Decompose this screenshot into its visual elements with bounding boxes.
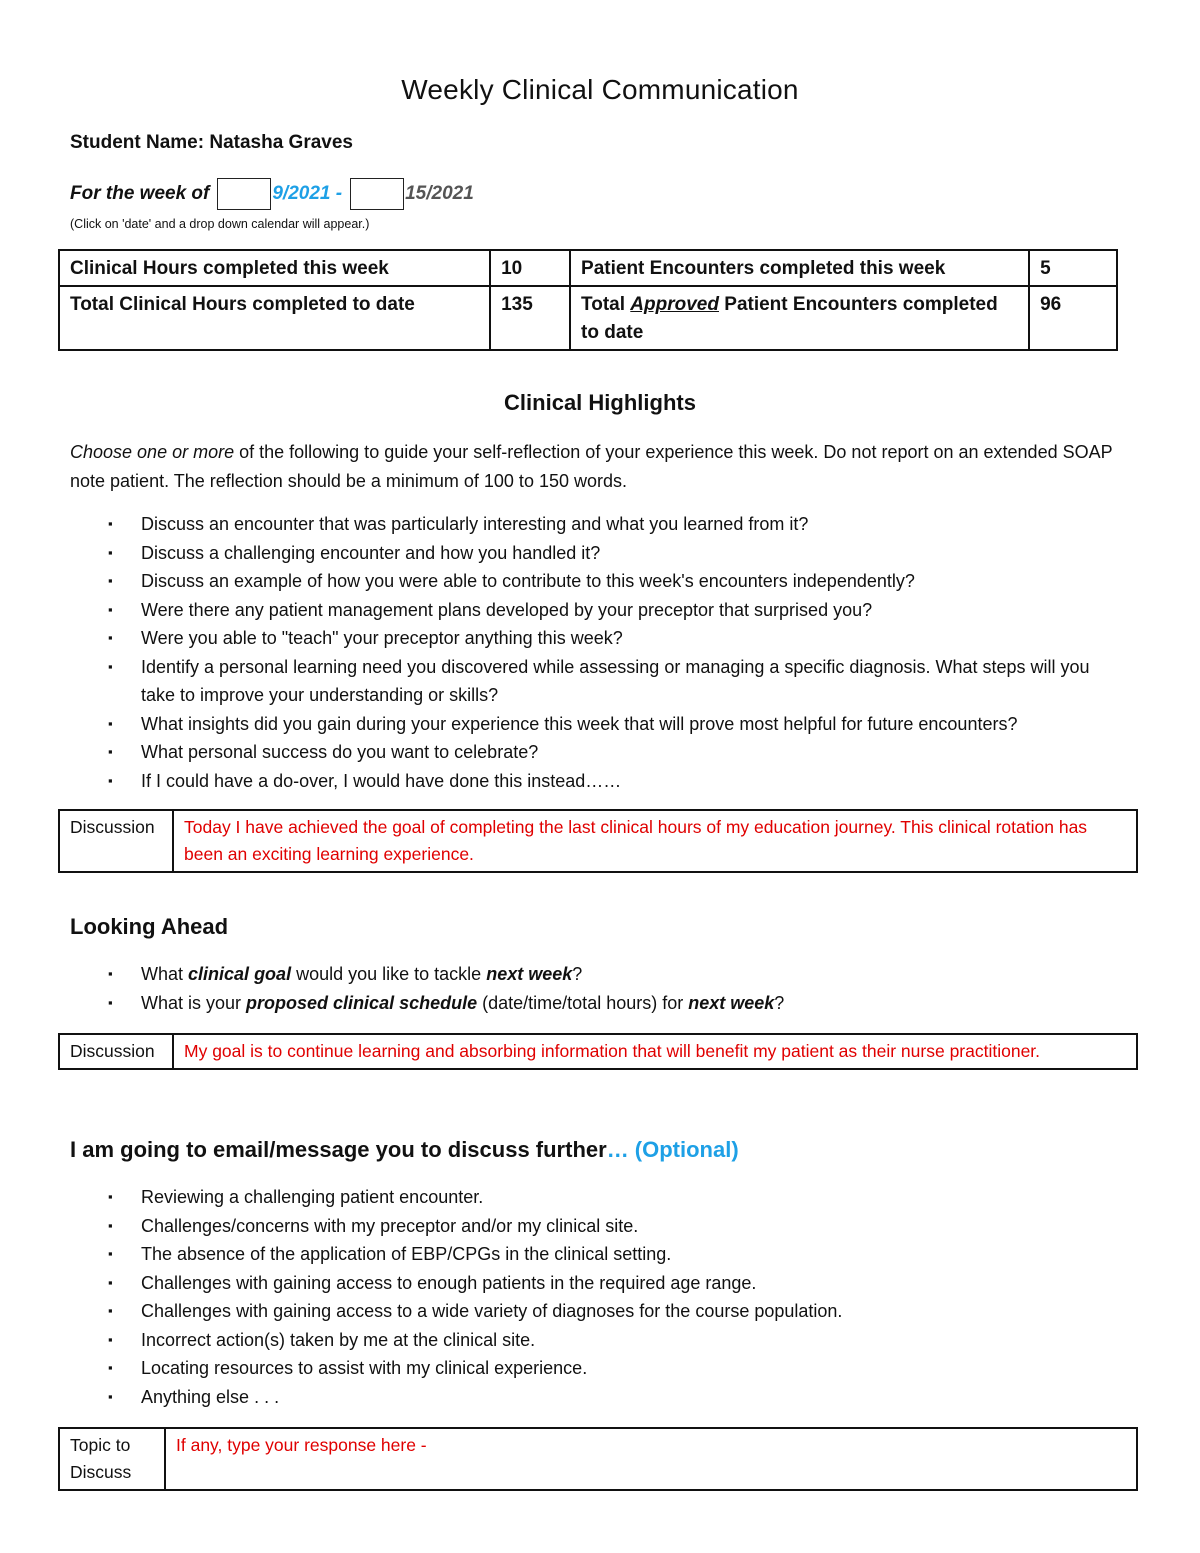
list-item	[108, 989, 1118, 1018]
discussion-response[interactable]: My goal is to continue learning and absorbing information that will benefit my patient as their nurse practitioner.	[173, 1034, 1137, 1069]
list-item: ▪ Locating resources to assist with my clinical experience.	[108, 1354, 1118, 1383]
hours-total-label: Total Clinical Hours completed to date	[59, 286, 490, 350]
list-item: ▪ Identify a personal learning need you discovered while assessing or managing a specific diagnosis. What steps will you take to improve your understanding or skills?	[108, 653, 1118, 710]
b2-mid: (date/time/total hours) for	[482, 992, 684, 1013]
highlights-intro	[70, 438, 1130, 495]
followup-heading	[70, 1137, 739, 1163]
list-item: ▪ Discuss an encounter that was particularly interesting and what you learned from it?	[108, 510, 1118, 539]
list-item: ▪ Challenges/concerns with my preceptor and/or my clinical site.	[108, 1212, 1118, 1241]
page-title: Weekly Clinical Communication	[401, 74, 799, 105]
topic-response[interactable]: If any, type your response here -	[165, 1428, 1137, 1490]
student-name-line	[70, 132, 353, 154]
table-row	[59, 286, 1117, 350]
highlights-discussion-table	[58, 809, 1138, 873]
hours-table	[58, 249, 1118, 351]
list-item	[108, 960, 1118, 989]
list-item: ▪ Reviewing a challenging patient encounter.	[108, 1183, 1118, 1212]
list-item: ▪ What personal success do you want to celebrate?	[108, 738, 1118, 767]
table-row	[59, 810, 1137, 872]
end-date-suffix: 15/2021	[405, 183, 474, 204]
b2-pre: What is your	[141, 992, 242, 1013]
clinical-highlights-heading: Clinical Highlights	[504, 390, 696, 415]
b1-emphasis-1: clinical goal	[188, 964, 292, 984]
followup-heading-text: I am going to email/message you to discuss further	[70, 1137, 607, 1162]
encounters-total-label-approved: Approved	[630, 294, 719, 315]
b2-emphasis-1: proposed clinical schedule	[246, 992, 478, 1013]
hours-week-label: Clinical Hours completed this week	[59, 250, 490, 286]
encounters-week-label: Patient Encounters completed this week	[570, 250, 1029, 286]
b1-emphasis-2: next week	[486, 964, 573, 984]
looking-ahead-bullets	[108, 960, 1118, 1017]
list-item: ▪ Anything else . . .	[108, 1383, 1118, 1412]
start-date-suffix: 9/2021 -	[272, 183, 343, 204]
list-item: ▪ Challenges with gaining access to a wide variety of diagnoses for the course population.	[108, 1297, 1118, 1326]
table-row	[59, 1034, 1137, 1069]
intro-text: of the following to guide your self-reflection of your experience this week. Do not report on an extended SOAP note patient. The reflection should be a minimum of 100 to 150 words.	[70, 442, 1113, 491]
list-item: ▪ Incorrect action(s) taken by me at the clinical site.	[108, 1326, 1118, 1355]
list-item: ▪ What insights did you gain during your experience this week that will prove most helpful for future encounters?	[108, 710, 1118, 739]
encounters-total-label-post: Patient Encounters completed to date	[581, 294, 998, 343]
student-name-value: Natasha Graves	[209, 132, 354, 153]
list-item: ▪ If I could have a do-over, I would have done this instead……	[108, 767, 1118, 796]
discussion-label: Discussion	[59, 810, 173, 872]
list-item: ▪ Discuss a challenging encounter and how you handled it?	[108, 539, 1118, 568]
intro-emphasis: Choose one or more	[70, 442, 235, 462]
followup-optional-tag: … (Optional)	[606, 1137, 739, 1162]
hours-week-value[interactable]: 10	[490, 250, 570, 286]
encounters-total-label-pre: Total	[581, 294, 626, 315]
discussion-label: Discussion	[59, 1034, 173, 1069]
encounters-total-label	[570, 286, 1029, 350]
discussion-response[interactable]: Today I have achieved the goal of completing the last clinical hours of my education journey. This clinical rotation has been an exciting learning experience.	[173, 810, 1137, 872]
followup-bullets	[108, 1183, 1118, 1411]
start-date-picker[interactable]	[217, 178, 271, 210]
b1-pre: What	[141, 964, 184, 984]
list-item: ▪ The absence of the application of EBP/CPGs in the clinical setting.	[108, 1240, 1118, 1269]
hours-total-value[interactable]: 135	[490, 286, 570, 350]
b1-mid: would you like to tackle	[296, 964, 482, 984]
student-name-label: Student Name:	[70, 132, 205, 153]
looking-ahead-heading: Looking Ahead	[70, 914, 229, 939]
highlights-bullets	[108, 510, 1118, 795]
table-row	[59, 250, 1117, 286]
b2-post: ?	[774, 992, 785, 1013]
b1-post: ?	[572, 964, 583, 984]
list-item: ▪ Were you able to "teach" your preceptor anything this week?	[108, 624, 1118, 653]
b2-emphasis-2: next week	[688, 992, 775, 1013]
table-row	[59, 1428, 1137, 1490]
end-date-picker[interactable]	[350, 178, 404, 210]
encounters-total-value[interactable]: 96	[1029, 286, 1117, 350]
list-item: ▪ Challenges with gaining access to enough patients in the required age range.	[108, 1269, 1118, 1298]
list-item: ▪ Discuss an example of how you were able to contribute to this week's encounters independently?	[108, 567, 1118, 596]
week-of-line	[70, 178, 474, 210]
list-item: ▪ Were there any patient management plans developed by your preceptor that surprised you?	[108, 596, 1118, 625]
topic-table	[58, 1427, 1138, 1491]
topic-label: Topic to Discuss	[59, 1428, 165, 1490]
looking-ahead-discussion-table	[58, 1033, 1138, 1070]
week-label: For the week of	[70, 183, 210, 204]
date-hint: (Click on 'date' and a drop down calendar will appear.)	[70, 217, 370, 231]
encounters-week-value[interactable]: 5	[1029, 250, 1117, 286]
